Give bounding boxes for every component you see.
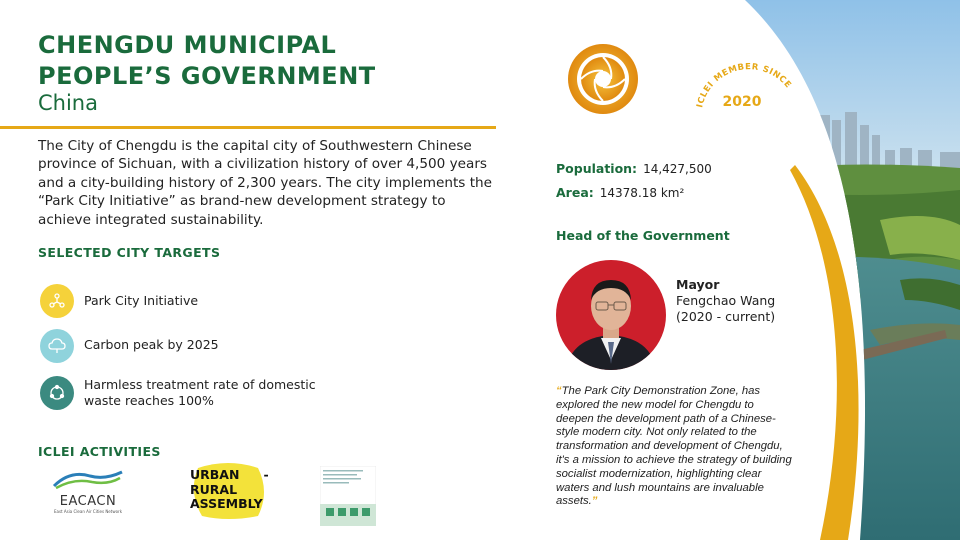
ura-dash: -	[263, 467, 269, 482]
sun-bird-emblem-icon	[566, 42, 640, 116]
quote-close-mark: ”	[591, 495, 598, 508]
target-item	[40, 329, 219, 363]
member-year: 2020	[722, 94, 762, 110]
area-label: Area:	[556, 185, 594, 200]
urban-rural-assembly-logo	[188, 462, 274, 520]
mayor-quote	[556, 385, 792, 509]
government-heading: Head of the Government	[556, 228, 730, 243]
title-divider	[0, 126, 496, 129]
target-item	[40, 284, 198, 318]
member-since-badge	[690, 60, 800, 120]
area-value: 14378.18 km²	[599, 186, 685, 200]
mayor-term: (2020 - current)	[676, 309, 776, 324]
title-line-2: PEOPLE’S GOVERNMENT	[38, 62, 376, 90]
activities-heading: ICLEI ACTIVITIES	[38, 444, 161, 459]
population-label: Population:	[556, 161, 638, 176]
country-label: China	[38, 91, 98, 115]
page-title	[38, 30, 376, 92]
ura-line-2: RURAL	[190, 481, 238, 497]
ura-line-1: URBAN	[190, 467, 240, 482]
population-value: 14,427,500	[643, 162, 712, 176]
member-since-text: ICLEI MEMBER SINCE	[695, 62, 794, 109]
mayor-role: Mayor	[676, 277, 720, 292]
eacacn-name: EACACN	[59, 494, 117, 509]
ura-line-3: ASSEMBLY	[190, 496, 263, 511]
cloud-icon	[40, 329, 74, 363]
targets-heading: SELECTED CITY TARGETS	[38, 245, 221, 260]
target-label: Carbon peak by 2025	[84, 337, 219, 352]
intro-paragraph: The City of Chengdu is the capital city of Southwestern Chinese province of Sichuan, with a civilization history of over 4,500 years and a city-building history of 2,300 years. The city implements the “Park City Initiative” as brand-new development strategy to achieve integrated sustainability.	[38, 138, 492, 228]
quote-text: The Park City Demonstration Zone, has explored the new model for Chengdu to deepen the development path of a Chinese-style modern city. Not only related to the transformation and development of Chengdu, it's a mission to achieve the strategy of building socialist modernization, highlighting clear waters and lush mountains are invaluable assets.	[556, 385, 792, 508]
eacacn-subtitle: East Asia Clean Air Cities Network	[53, 509, 123, 514]
title-line-1: CHENGDU MUNICIPAL	[38, 31, 337, 59]
target-label: Harmless treatment rate of domestic waste reaches 100%	[84, 377, 316, 408]
area-stat	[556, 185, 684, 200]
target-item	[40, 376, 340, 410]
network-icon	[40, 284, 74, 318]
target-label: Park City Initiative	[84, 293, 199, 308]
eacacn-swoosh-icon	[50, 468, 126, 490]
mayor-name: Fengchao Wang	[676, 293, 776, 308]
eacacn-logo	[50, 468, 126, 520]
report-cover-thumbnail	[320, 466, 376, 526]
mayor-portrait	[556, 260, 666, 370]
recycle-icon	[40, 376, 74, 410]
quote-open-mark: “	[556, 385, 562, 397]
population-stat	[556, 161, 712, 176]
